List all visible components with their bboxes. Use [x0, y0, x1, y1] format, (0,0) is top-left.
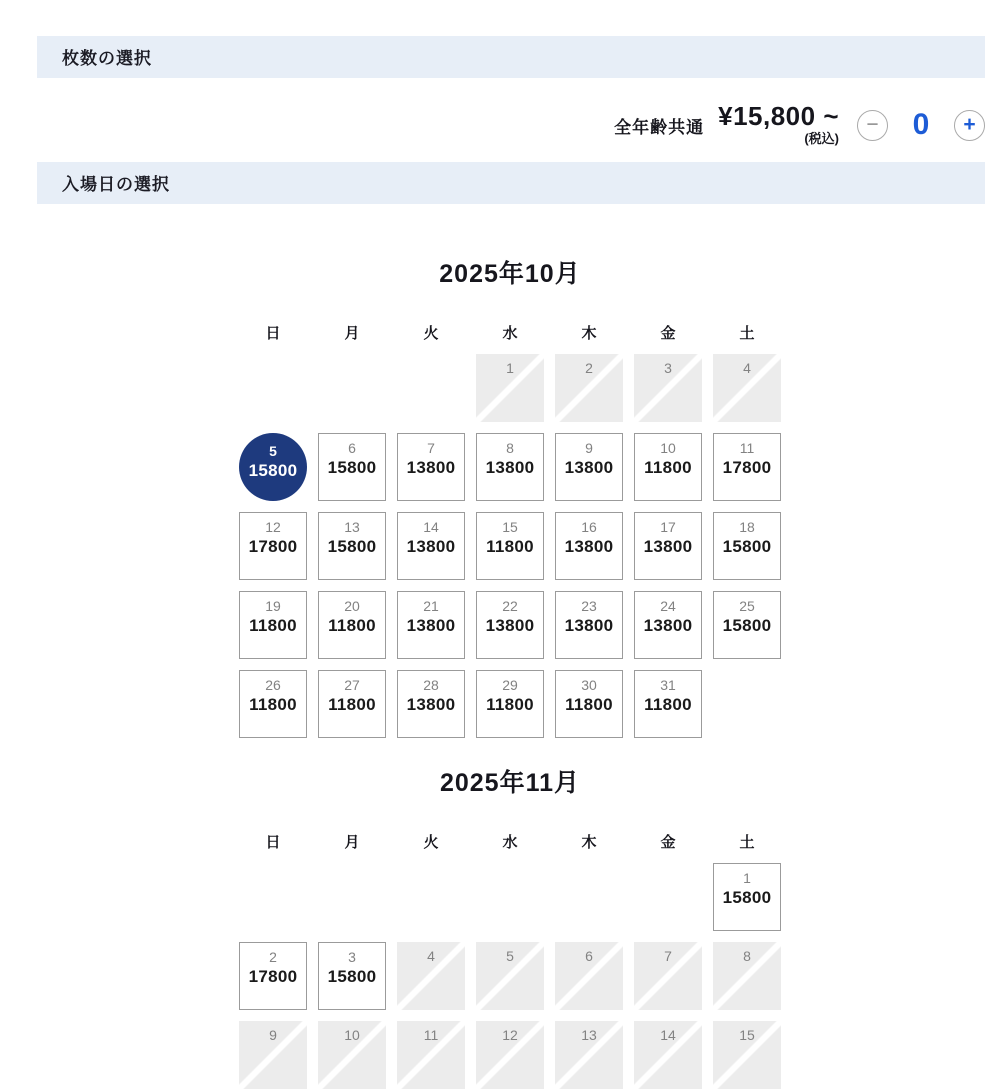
calendar-week-row	[239, 670, 781, 738]
calendar-day-17[interactable]	[634, 512, 702, 580]
calendar-empty-cell	[397, 863, 465, 931]
calendar-day-29[interactable]	[476, 670, 544, 738]
calendar-day-27[interactable]	[318, 670, 386, 738]
calendar-day-14	[634, 1021, 702, 1089]
calendar-day-8	[713, 942, 781, 1010]
calendar-empty-cell	[713, 670, 781, 738]
weekday-label: 水	[502, 325, 518, 342]
calendar-day-30[interactable]	[555, 670, 623, 738]
day-number: 20	[344, 598, 360, 614]
day-number: 1	[506, 360, 514, 376]
weekday-label: 土	[739, 325, 755, 342]
day-number: 3	[348, 949, 356, 965]
weekday-label: 日	[265, 325, 281, 342]
day-price: 11800	[486, 537, 534, 556]
day-price: 13800	[485, 616, 535, 635]
calendar-day-4	[713, 354, 781, 422]
day-number: 24	[660, 598, 676, 614]
calendar-week-row	[239, 354, 781, 422]
weekday-row	[239, 324, 781, 344]
day-price: 15800	[722, 537, 772, 556]
calendar-day-10[interactable]	[634, 433, 702, 501]
weekday-label: 月	[344, 325, 360, 342]
weekday-label: 木	[581, 325, 597, 342]
weekday-label: 水	[502, 834, 518, 851]
calendar-day-2[interactable]	[239, 942, 307, 1010]
calendar-day-22[interactable]	[476, 591, 544, 659]
day-number: 14	[423, 519, 439, 535]
day-number: 19	[265, 598, 281, 614]
calendar-week-row	[239, 591, 781, 659]
day-price: 13800	[406, 695, 456, 714]
day-price: 11800	[328, 695, 376, 714]
day-number: 21	[423, 598, 439, 614]
calendar-day-18[interactable]	[713, 512, 781, 580]
day-number: 4	[743, 360, 751, 376]
day-number: 4	[427, 948, 435, 964]
weekday-label: 日	[265, 834, 281, 851]
weekday-label: 土	[739, 834, 755, 851]
calendar-empty-cell	[397, 354, 465, 422]
weekday-label: 金	[660, 834, 676, 851]
day-number: 18	[739, 519, 755, 535]
day-number: 30	[581, 677, 597, 693]
calendar-week-row	[239, 1021, 781, 1089]
calendar-day-9	[239, 1021, 307, 1089]
calendar-day-8[interactable]	[476, 433, 544, 501]
entry-date-section-header: 入場日の選択	[37, 162, 985, 204]
calendar-day-11	[397, 1021, 465, 1089]
calendar-empty-cell	[318, 863, 386, 931]
calendar-day-3	[634, 354, 702, 422]
calendar-title: 2025年10月	[439, 260, 581, 288]
day-number: 22	[502, 598, 518, 614]
weekday-label: 木	[581, 834, 597, 851]
day-price: 11800	[644, 458, 692, 477]
calendar-day-1[interactable]	[713, 863, 781, 931]
calendar-day-13	[555, 1021, 623, 1089]
calendar-week-row	[239, 863, 781, 931]
day-number: 31	[660, 677, 676, 693]
day-price: 13800	[406, 458, 456, 477]
calendar-day-1	[476, 354, 544, 422]
calendar-day-7	[634, 942, 702, 1010]
day-number: 29	[502, 677, 518, 693]
day-number: 28	[423, 677, 439, 693]
day-price: 11800	[249, 616, 297, 635]
day-price: 15800	[327, 458, 377, 477]
day-number: 10	[344, 1027, 360, 1043]
day-price: 11800	[328, 616, 376, 635]
ticket-price: ¥15,800 ~	[718, 101, 839, 131]
day-number: 27	[344, 677, 360, 693]
calendar-day-25[interactable]	[713, 591, 781, 659]
day-price: 15800	[248, 461, 298, 480]
calendar-day-9[interactable]	[555, 433, 623, 501]
day-number: 6	[348, 440, 356, 456]
calendar-empty-cell	[555, 863, 623, 931]
day-number: 15	[739, 1027, 755, 1043]
day-number: 12	[265, 519, 281, 535]
calendar-day-4	[397, 942, 465, 1010]
calendar-day-5	[476, 942, 544, 1010]
calendar-day-26[interactable]	[239, 670, 307, 738]
day-price: 17800	[248, 967, 298, 986]
calendar-day-6	[555, 942, 623, 1010]
day-number: 11	[423, 1027, 439, 1043]
weekday-label: 月	[344, 834, 360, 851]
day-number: 17	[660, 519, 676, 535]
day-price: 13800	[643, 616, 693, 635]
calendar-day-5[interactable]	[239, 433, 307, 501]
day-number: 1	[743, 870, 751, 886]
day-price: 11800	[249, 695, 297, 714]
day-price: 13800	[643, 537, 693, 556]
calendar-day-24[interactable]	[634, 591, 702, 659]
calendar-day-2	[555, 354, 623, 422]
day-number: 26	[265, 677, 281, 693]
day-number: 8	[743, 948, 751, 964]
day-number: 15	[502, 519, 518, 535]
day-number: 8	[506, 440, 514, 456]
ticket-price-block	[718, 102, 839, 148]
day-price: 11800	[644, 695, 692, 714]
ticket-count: 0	[912, 108, 930, 141]
calendar-week-row	[239, 942, 781, 1010]
calendar-day-15[interactable]	[476, 512, 544, 580]
calendar-day-15	[713, 1021, 781, 1089]
day-price: 15800	[327, 537, 377, 556]
day-number: 10	[660, 440, 676, 456]
day-number: 9	[585, 440, 593, 456]
ticket-quantity-section-header: 枚数の選択	[37, 36, 985, 78]
calendar-day-14[interactable]	[397, 512, 465, 580]
day-price: 11800	[486, 695, 534, 714]
day-price: 15800	[327, 967, 377, 986]
day-number: 5	[506, 948, 514, 964]
calendar-day-13[interactable]	[318, 512, 386, 580]
day-number: 11	[739, 440, 755, 456]
weekday-row	[239, 833, 781, 853]
calendar-day-20[interactable]	[318, 591, 386, 659]
day-number: 2	[585, 360, 593, 376]
day-number: 3	[664, 360, 672, 376]
calendar-day-16[interactable]	[555, 512, 623, 580]
calendar-week-row	[239, 433, 781, 501]
day-price: 13800	[564, 616, 614, 635]
tax-included-note: (税込)	[804, 131, 839, 146]
weekday-label: 火	[423, 325, 439, 342]
day-price: 17800	[248, 537, 298, 556]
day-price: 15800	[722, 888, 772, 907]
calendar-day-19[interactable]	[239, 591, 307, 659]
calendar-day-31[interactable]	[634, 670, 702, 738]
day-number: 5	[269, 443, 277, 459]
weekday-label: 金	[660, 325, 676, 342]
day-number: 12	[502, 1027, 518, 1043]
calendar-empty-cell	[634, 863, 702, 931]
ticket-type-row	[37, 102, 985, 148]
calendar	[239, 254, 781, 738]
calendar-day-12[interactable]	[239, 512, 307, 580]
calendar	[239, 763, 781, 1089]
calendar-empty-cell	[318, 354, 386, 422]
calendar-empty-cell	[239, 863, 307, 931]
day-number: 7	[427, 440, 435, 456]
increase-quantity-button[interactable]	[954, 110, 985, 141]
day-number: 14	[660, 1027, 676, 1043]
ticket-type-label: 全年齢共通	[614, 117, 705, 137]
minus-icon: −	[866, 112, 879, 136]
calendars	[0, 254, 1002, 1089]
calendar-week-row	[239, 512, 781, 580]
day-price: 13800	[406, 537, 456, 556]
day-number: 6	[585, 948, 593, 964]
calendar-day-6[interactable]	[318, 433, 386, 501]
calendar-day-3[interactable]	[318, 942, 386, 1010]
calendar-title: 2025年11月	[439, 769, 581, 797]
day-price: 17800	[722, 458, 772, 477]
calendar-empty-cell	[239, 354, 307, 422]
calendar-day-23[interactable]	[555, 591, 623, 659]
plus-icon: +	[963, 112, 976, 136]
day-number: 16	[581, 519, 597, 535]
day-number: 9	[269, 1027, 277, 1043]
day-number: 13	[344, 519, 360, 535]
day-number: 2	[269, 949, 277, 965]
calendar-day-21[interactable]	[397, 591, 465, 659]
ticket-purchase-page	[0, 36, 1002, 1060]
day-price: 13800	[564, 458, 614, 477]
calendar-empty-cell	[476, 863, 544, 931]
day-price: 13800	[564, 537, 614, 556]
calendar-day-28[interactable]	[397, 670, 465, 738]
calendar-day-11[interactable]	[713, 433, 781, 501]
day-number: 7	[664, 948, 672, 964]
calendar-day-12	[476, 1021, 544, 1089]
day-price: 11800	[565, 695, 613, 714]
day-number: 13	[581, 1027, 597, 1043]
calendar-day-7[interactable]	[397, 433, 465, 501]
day-number: 23	[581, 598, 597, 614]
decrease-quantity-button[interactable]	[857, 110, 888, 141]
day-price: 15800	[722, 616, 772, 635]
calendar-day-10	[318, 1021, 386, 1089]
day-number: 25	[739, 598, 755, 614]
day-price: 13800	[406, 616, 456, 635]
day-price: 13800	[485, 458, 535, 477]
weekday-label: 火	[423, 834, 439, 851]
